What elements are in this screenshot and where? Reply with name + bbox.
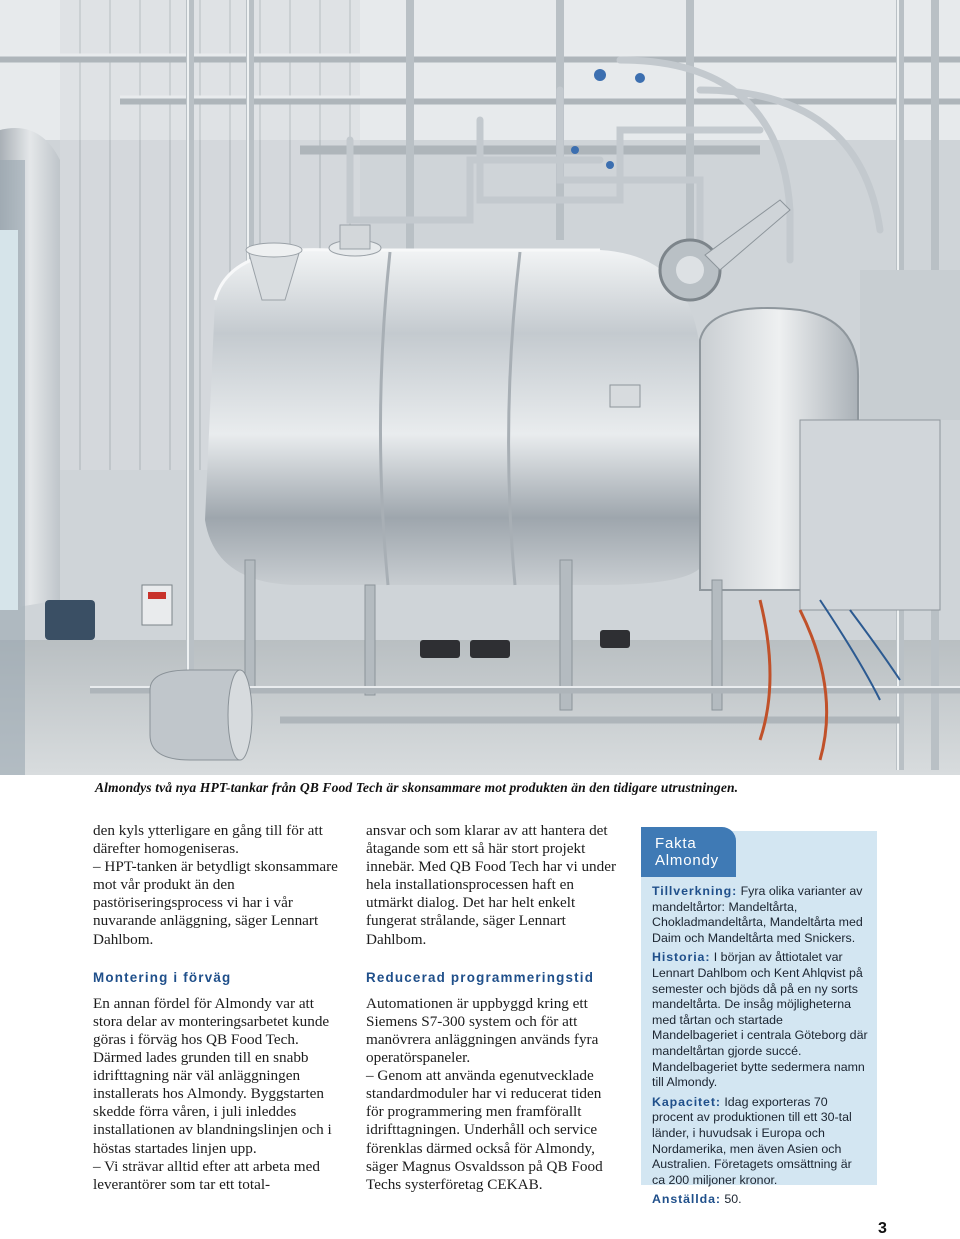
fakta-item xyxy=(652,1192,868,1208)
text-column-2 xyxy=(366,822,618,1194)
col1-paragraph-3: En annan fördel för Almondy var att stora delar av monteringsarbetet kunde göras i förväg hos QB Food Tech. Därmed lades grunden till en snabb idrifttagning när väl anläggningen installerats hos Almondy. Byggstarten skedde förra våren, i juli inleddes installationen av blandningslinjen och i höstas startades linjen upp. xyxy=(93,994,332,1157)
col2-paragraph-3: – Genom att använda egenutvecklade standardmoduler har vi reducerat tiden för programmering men framförallt idrifttagningen. Underhåll och service förenklas därmed också för Almondy, säger Magnus Osvaldsson på QB Food Techs systerföretag CEKAB. xyxy=(366,1067,603,1193)
fakta-item xyxy=(652,884,868,946)
fakta-item-label: Anställda: xyxy=(652,1192,721,1207)
fakta-title-line-1: Fakta xyxy=(655,835,697,852)
col2-heading: Reducerad programmeringstid xyxy=(366,969,595,985)
fakta-item-label: Historia: xyxy=(652,950,711,965)
fakta-item-label: Tillverkning: xyxy=(652,884,738,898)
fakta-item xyxy=(652,950,868,1090)
fakta-item-label: Kapacitet: xyxy=(652,1094,721,1109)
fakta-body xyxy=(652,884,868,1212)
col1-paragraph-1: den kyls ytterligare en gång till för att därefter homogeniseras. xyxy=(93,822,323,858)
fakta-item-text: I början av åttiotalet var Lennart Dahlbom och Kent Ahlqvist på semester och bjöds då på en ny sorts mandeltårta. De insåg möjligheterna med tårtan och startade Mandelbageriet i centrala Göteborg där mandeltårtan gjorde succé. Mandelbageriet bytte sedermera namn till Almondy. xyxy=(652,950,868,1090)
page-number: 3 xyxy=(878,1220,887,1237)
col1-heading: Montering i förväg xyxy=(93,969,232,985)
fakta-item-text: Idag exporteras 70 procent av produktionen till ett 30-tal länder, i huvudsak i Europa och Nordamerika, men även Asien och Australien. Företagets omsättning är ca 200 miljoner kronor. xyxy=(652,1094,852,1187)
fakta-item xyxy=(652,1095,868,1189)
fakta-title-tab xyxy=(641,827,736,877)
col2-paragraph-2: Automationen är uppbyggd kring ett Siemens S7-300 system och för att manövrera anläggningen används fyra operatörspaneler. xyxy=(366,994,599,1067)
fakta-title-line-2: Almondy xyxy=(655,852,719,869)
fakta-item-text: Fyra olika varianter av mandeltårtor: Mandeltårta, Chokladmandeltårta, Mandeltårta med Daim och Mandeltårta med Snickers. xyxy=(652,884,863,945)
col2-paragraph-1: ansvar och som klarar av att hantera det åtagande som ett så här stort projekt innebär. Med QB Food Tech har vi under hela installationsprocessen haft en utmärkt dialog. Det har helt enkelt fungerat strålande, säger Lennart Dahlbom. xyxy=(366,822,617,948)
photo-caption: Almondys två nya HPT-tankar från QB Food Tech är skonsammare mot produkten än den tidigare utrustningen. xyxy=(95,780,739,795)
col1-paragraph-2: – HPT-tanken är betydligt skonsammare mot vår produkt än den pastöriseringsprocess vi har i vår nuvarande anläggning, säger Lennart Dahlbom. xyxy=(93,858,338,948)
col1-paragraph-4: – Vi strävar alltid efter att arbeta med leverantörer som tar ett total- xyxy=(93,1157,320,1193)
fakta-item-text: 50. xyxy=(720,1192,742,1207)
text-column-1 xyxy=(93,822,345,1194)
